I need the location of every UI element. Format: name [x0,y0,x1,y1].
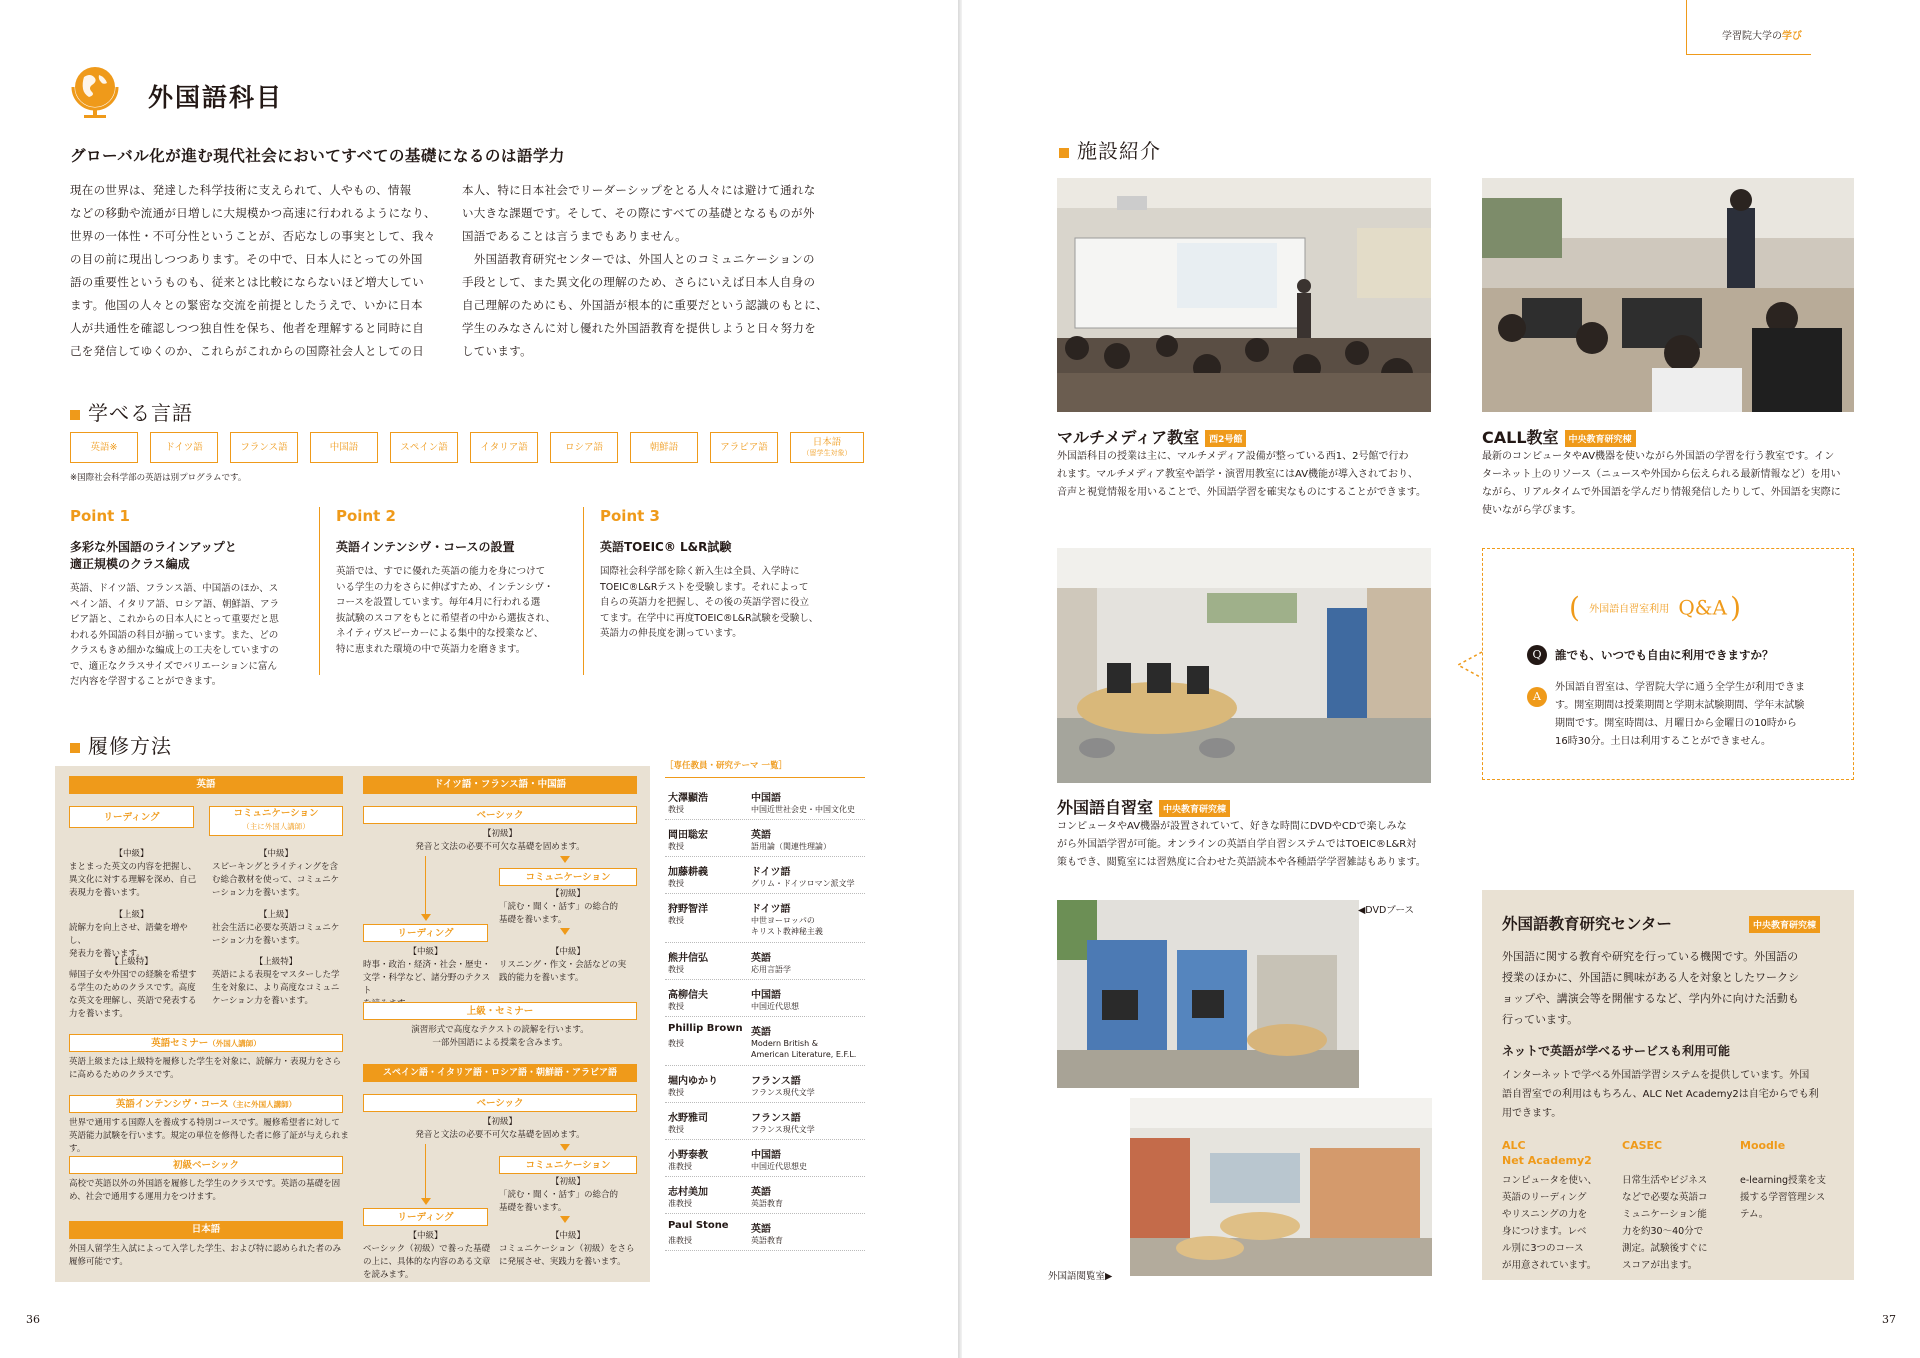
language-note: （留学生対象） [802,448,852,457]
staff-heading: ［専任教員・研究テーマ 一覧］ [665,760,865,778]
english-seminar-text: 英語上級または上級特を履修した学生を対象に、読解力・表現力をさら に高めるためのクラスです。 [69,1057,342,1080]
intro-line: 国語であることは言うまでもありません。 [462,229,687,243]
service-name: Moodle [1740,1139,1786,1152]
german-basic-h: 【初級】 [482,829,517,839]
self-study-tag: 中央教育研究棟 [1159,800,1230,817]
call-room-illustration [1482,178,1854,412]
staff-field: ドイツ語 [751,904,791,915]
staff-row [665,1217,865,1251]
language-name: アラビア語 [720,442,768,453]
german-basic-box: ベーシック [363,806,637,824]
spanish-arrow-2 [560,1144,570,1151]
running-head [1722,27,1802,42]
language-tag [390,432,458,463]
spanish-basic-h: 【初級】 [482,1117,517,1127]
staff-theme: グリム・ドイツロマン派文学 [751,879,855,888]
net-title: ネットで英語が学べるサービスも利用可能 [1502,1044,1731,1058]
facilities-heading-text: 施設紹介 [1077,139,1161,163]
german-seminar-t: 演習形式で高度なテクストの読解を行います。 一部外国語による授業を含みます。 [411,1025,589,1048]
language-tag [710,432,778,463]
german-basic-t: 発音と文法の必要不可欠な基礎を固めます。 [415,842,585,852]
staff-field: 中国語 [751,990,781,1001]
staff-field: 英語 [751,953,771,964]
staff-theme: 中国近世社会史・中国文化史 [751,805,855,814]
language-tag [630,432,698,463]
center-body: 外国語に関する教育や研究を行っている機関です。外国語の 授業のほかに、外国語に興味がある人を対象としたワークシ ョップや、講演会等を開催するなど、学内外に向けた活動も 行っています。 [1502,950,1799,1026]
spanish-bar: スペイン語・イタリア語・ロシア語・朝鮮語・アラビア語 [363,1064,637,1082]
center-box [1482,890,1854,1280]
intro-column-2 [462,179,842,363]
staff-field: ドイツ語 [751,867,791,878]
english-c-beg-h: 【中級】 [258,849,293,859]
intro-line: 学生のみなさんに対し優れた外国語教育を提供しようと日々努力を [462,321,816,335]
german-arrow-1 [421,914,431,921]
staff-row [665,946,865,980]
point-number: Point 3 [600,507,660,525]
qa-answer: 外国語自習室は、学習院大学に通う全学生が利用できま す。開室期間は授業期間と学期末試験期間、学年末試験 期間です。開室時間は、月曜日から金曜日の10時から 16時30分。土日は利用することができません。 [1555,682,1805,747]
staff-title: 教授 [668,879,684,888]
spanish-arrow-1 [421,1198,431,1205]
language-name: 中国語 [329,442,359,453]
staff-title: 教授 [668,965,684,974]
staff-row [665,1069,865,1103]
call-title [1482,425,1636,448]
running-head-rule-bottom [1686,54,1811,55]
net-body: インターネットで学べる外国語学習システムを提供しています。外国 語自習室での利用はもちろん、ALC Net Academy2は自宅からでも利 用できます。 [1502,1070,1819,1119]
point-title: 英語インテンシヴ・コースの設置 [336,540,515,554]
staff-theme: 中世ヨーロッパの キリスト教神秘主義 [751,916,823,936]
english-r-sp: 帰国子女や外国での経験を希望す る学生のためのクラスです。高度 な英文を理解し、英語で発表する 力を養います。 [69,970,197,1019]
staff-name: 狩野智洋 [668,904,708,915]
english-comm-label: コミュニケーション [233,808,319,819]
german-comm-h: 【初級】 [550,889,585,899]
staff-theme: 英語教育 [751,1199,783,1208]
service-body: 日常生活やビジネス などで必要な英語コ ミュニケーション能 力を約30～40分で 測定。試験後すぐに スコアが出ます。 [1622,1175,1708,1271]
japanese-text: 外国人留学生入試によって入学した学生、および特に認められた者のみ 履修可能です。 [69,1244,342,1267]
language-tag [550,432,618,463]
english-comm-sub: （主に外国人講師） [242,822,310,831]
staff-theme: 中国近代思想 [751,1002,799,1011]
staff-field: 中国語 [751,793,781,804]
service-body: e-learning授業を支 援する学習管理シス テム。 [1740,1175,1827,1220]
intro-line: 人が共通性を確認しつつ独自性を保ち、他者を理解すると同時に自 [70,321,424,335]
staff-name: 岡田聡宏 [668,830,708,841]
language-name: ロシア語 [564,442,603,453]
globe-icon [70,63,120,121]
staff-title: 教授 [668,805,684,814]
service-name: ALC Net Academy2 [1502,1139,1592,1167]
staff-title: 教授 [668,1125,684,1134]
multimedia-title-text: マルチメディア教室 [1057,428,1200,447]
english-basic-text: 高校で英語以外の外国語を履修した学生のクラスです。英語の基礎を固 め、社会で通用する運用力をつけます。 [69,1179,341,1202]
spanish-comm2-h: 【中級】 [550,1231,585,1241]
spanish-arrow-line-1 [425,1144,426,1200]
left-page [0,0,958,1358]
english-bar: 英語 [69,776,343,794]
point-card [583,507,828,675]
languages-heading [70,397,193,426]
spanish-basic-t: 発音と文法の必要不可欠な基礎を固めます。 [415,1130,585,1140]
dvd-label: ◀DVDブース [1358,905,1415,916]
staff-theme: フランス現代文学 [751,1125,815,1134]
staff-title: 准教授 [668,1199,692,1208]
point-title: 英語TOEIC® L&R試験 [600,540,732,554]
qa-paren-open: ( [1569,591,1580,624]
staff-row [665,1106,865,1140]
intro-line: などの移動や流通が日増しに大規模かつ高速に行われるようになり、 [70,206,436,220]
language-tag [150,432,218,463]
english-seminar-box [69,1034,343,1052]
intro-line: 現在の世界は、発達した科学技術に支えられて、人やもの、情報 [70,183,412,197]
method-panel [55,766,650,1282]
spanish-arrow-3 [560,1216,570,1223]
reading-room-photo [1130,1098,1432,1276]
staff-theme: フランス現代文学 [751,1088,815,1097]
staff-name: 高柳信夫 [668,990,708,1001]
german-comm2-h: 【中級】 [550,947,585,957]
staff-row [665,823,865,857]
intro-line: 世界の一体性・不可分性ということが、否応なしの事実として、我々 [70,229,436,243]
method-heading-text: 履修方法 [88,734,172,758]
language-tag [470,432,538,463]
english-intensive-label: 英語インテンシヴ・コース [115,1099,229,1110]
staff-theme: Modern British & American Literature, E.F.L. [751,1039,857,1059]
staff-name: Phillip Brown [668,1023,743,1034]
center-title: 外国語教育研究センター [1502,915,1672,933]
running-head-b: 学び [1782,31,1802,42]
spanish-comm-t: 「読む・聞く・話す」の総合的 基礎を養います。 [499,1190,619,1213]
staff-name: Paul Stone [668,1220,729,1231]
facilities-heading [1059,135,1161,164]
qa-header [1569,591,1741,624]
german-arrow-line-1 [425,856,426,916]
english-intensive-text: 世界で通用する国際人を養成する特別コースです。履修希望者に対して 英語能力試験を行います。規定の単位を修得した者に修了証が与えられます。 [69,1118,349,1154]
english-seminar-sub: （外国人講師） [208,1039,261,1048]
spanish-reading-box: リーディング [363,1208,488,1226]
german-read-t: 時事・政治・経済・社会・歴史・ 文学・科学など、諸分野のテクスト [363,960,491,996]
language-name: フランス語 [240,442,288,453]
speech-bubble-icon [1454,650,1484,680]
center-tag-wrap [1749,914,1820,933]
language-tag [70,432,138,463]
staff-row [665,983,865,1017]
languages-heading-text: 学べる言語 [88,401,193,425]
staff-theme: 語用論（関連性理論） [751,842,831,851]
staff-list [665,760,865,1300]
english-intensive-box [69,1095,343,1113]
page-number-right: 37 [1882,1313,1896,1326]
page-title: 外国語科目 [148,83,284,112]
spanish-read-h: 【中級】 [408,1231,443,1241]
right-page [962,0,1920,1358]
staff-title: 教授 [668,1002,684,1011]
german-read-h: 【中級】 [408,947,443,957]
method-heading [70,730,172,759]
spanish-comm2-t: コミュニケーション（初級）をさら に発展させ、実践力を養います。 [499,1244,635,1267]
german-seminar-box: 上級・セミナー [363,1002,637,1020]
a-badge: A [1527,687,1547,707]
japanese-bar: 日本語 [69,1221,343,1239]
language-name: 英語※ [90,442,118,453]
call-tag: 中央教育研究棟 [1565,430,1636,447]
english-r-beg-h: 【中級】 [114,849,149,859]
intro-column-1 [70,179,440,363]
english-intensive-sub: （主に外国人講師） [228,1100,297,1109]
language-name: ドイツ語 [165,442,203,453]
staff-name: 熊井信弘 [668,953,708,964]
multimedia-title [1057,425,1246,448]
staff-row [665,1180,865,1214]
point-card [319,507,564,675]
intro-line: 語の重要性というものも、従来とは比較にならないほど増大してい [70,275,424,289]
intro-line: い大きな課題です。そして、その際にすべての基礎となるものが外 [462,206,815,220]
multimedia-body: 外国語科目の授業は主に、マルチメディア設備が整っている西1、2号館で行わ れます。マルチメディア教室や語学・演習用教室にはAV機能が導入されており、 音声と視覚情報を用いることで、外国語学習を確実なものにすることができます。 [1057,451,1426,498]
english-seminar-label: 英語セミナー [151,1038,209,1049]
english-r-up-h: 【上級】 [114,910,149,920]
point-body: 英語では、すでに優れた英語の能力を身につけて いる学生の力をさらに伸ばすため、インテンシヴ・ コースを設置しています。毎年4月に行われる選 抜試験のスコアをもとに希望者の中から選抜され、 ネイティヴスピーカーによる集中的な授業など、 特に恵まれた環境の中で英語力を磨きます。 [336,566,556,655]
intro-line: 本人、特に日本社会でリーダーシップをとる人々には避けて通れな [462,183,816,197]
staff-name: 小野泰教 [668,1150,708,1161]
call-room-photo [1482,178,1854,412]
staff-field: フランス語 [751,1113,801,1124]
german-bar: ドイツ語・フランス語・中国語 [363,776,637,794]
staff-field: フランス語 [751,1076,801,1087]
spanish-comm-box: コミュニケーション [499,1156,637,1174]
self-study-title-text: 外国語自習室 [1057,798,1154,817]
qa-mark: Q&A [1678,595,1727,620]
english-column [69,776,349,1267]
staff-row [665,786,865,820]
multimedia-room-photo [1057,178,1431,412]
language-tag [230,432,298,463]
service-name: CASEC [1622,1139,1663,1152]
staff-title: 教授 [668,916,684,925]
german-arrow-3 [560,928,570,935]
staff-name: 堀内ゆかり [668,1076,718,1087]
language-name: イタリア語 [480,442,528,453]
german-reading-box: リーディング [363,924,488,942]
intro-line: 己を発信してゆくのか、これらがこれからの国際社会人としての日 [70,344,424,358]
english-basic-box: 初級ベーシック [69,1156,343,1174]
english-c-sp-h: 【上級特】 [254,957,298,967]
intro-line: 手段として、また異文化の理解のため、さらにいえば日本人自身の [462,275,816,289]
english-r-sp-h: 【上級特】 [110,957,153,967]
intro-line: の目の前に現出しつつあります。その中で、日本人にとっての外国 [70,252,423,266]
staff-row [665,1143,865,1177]
staff-theme: 中国近代思想史 [751,1162,807,1171]
english-r-up: 読解力を向上させ、語彙を増やし、 発表力を養います。 [69,923,188,959]
staff-theme: 応用言語学 [751,965,791,974]
english-c-up-h: 【上級】 [258,910,293,920]
multimedia-room-illustration [1057,178,1431,412]
dvd-booth-photo [1057,900,1359,1088]
language-tag [790,432,864,463]
staff-row [665,1020,865,1066]
intro-line: 外国語教育研究センターでは、外国人とのコミュニケーションの [462,252,815,266]
page-number-left: 36 [26,1313,40,1326]
intro-line: ます。他国の人々との緊密な交流を前提としたうえで、いかに日本 [70,298,423,312]
staff-title: 准教授 [668,1162,692,1171]
point-number: Point 1 [70,507,130,525]
language-name: 日本語 [812,436,842,448]
staff-row [665,897,865,943]
german-column [363,776,637,1280]
staff-field: 英語 [751,1187,771,1198]
staff-title: 准教授 [668,1236,692,1245]
spanish-comm-h: 【初級】 [550,1177,585,1187]
staff-title: 教授 [668,1088,684,1097]
point-body: 国際社会科学部を除く新入生は全員、入学時に TOEIC®L&Rテストを受験します。それによって 自らの英語力を把握し、その後の英語学習に役立 てます。在学中に再度TOEIC®L&R試験を受験し、 英語力の伸長度を測っています。 [600,566,819,639]
german-comm-box: コミュニケーション [499,868,637,886]
multimedia-tag: 西2号館 [1205,430,1246,447]
subtitle: グローバル化が進む現代社会においてすべての基礎になるのは語学力 [70,147,565,165]
self-study-body: コンピュータやAV機器が設置されていて、好きな時間にDVDやCDで楽しみな がら外国語学習が可能。オンラインの英語自学自習システムではTOEIC®L&R対 策もでき、閲覧室には習熟度に合わせた英語読本や各種語学学習雑誌もあります。 [1057,821,1426,868]
intro-line: しています。 [462,344,532,358]
language-name: 朝鮮語 [649,442,679,453]
language-tag [310,432,378,463]
staff-title: 教授 [668,842,684,851]
staff-name: 大澤顯浩 [668,793,708,804]
language-name: スペイン語 [400,442,448,453]
staff-row [665,860,865,894]
staff-name: 水野雅司 [668,1113,708,1124]
german-arrow-2 [560,856,570,863]
qa-label: 外国語自習室利用 [1589,604,1670,615]
self-study-room-illustration [1057,548,1431,783]
service-body: コンピュータを使い、 英語のリーディング やリスニングの力を 身につけます。レベ ル別に3つのコース が用意されています。 [1502,1175,1598,1271]
center-tag: 中央教育研究棟 [1749,916,1820,933]
spanish-read-t: ベーシック（初級）で養った基礎 の上に、具体的な内容のある文章 を読みます。 [363,1244,491,1280]
staff-theme: 英語教育 [751,1236,783,1245]
self-study-title [1057,795,1230,818]
reading-room-illustration [1130,1098,1432,1276]
running-head-a: 学習院大学の [1722,31,1782,42]
staff-field: 英語 [751,1027,771,1038]
languages-footnote: ※国際社会科学部の英語は別プログラムです。 [70,473,247,483]
point-body: 英語、ドイツ語、フランス語、中国語のほか、ス ペイン語、イタリア語、ロシア語、朝鮮語、アラ ビア語と、これからの日本人にとって重要だと思 われる外国語の科目が揃っています。また、どの クラスもきめ細かな編成上の工夫をしていますの で、適正なクラスサイズでバリエーションに富ん だ内容を学習することができます。 [70,583,280,687]
german-comm2-t: リスニング・作文・会話などの実 践的能力を養います。 [499,960,627,983]
english-c-sp: 英語による表現をマスターした学 生を対象に、より高度なコミュニ ケーション力を養います。 [212,970,340,1006]
self-study-room-photo [1057,548,1431,783]
english-comm-box [209,806,343,836]
reading-room-label: 外国語閲覧室▶ [1048,1271,1113,1282]
staff-field: 英語 [751,830,771,841]
english-reading-box: リーディング [69,806,194,828]
staff-title: 教授 [668,1039,684,1048]
point-title: 多彩な外国語のラインアップと 適正規模のクラス編成 [70,540,237,571]
call-body: 最新のコンピュータやAV機器を使いながら外国語の学習を行う教室です。イン ターネット上のリソース（ニュースや外国から伝えられる最新情報など）を用い ながら、リアルタイムで外国語を学んだり情報発信したりして、外国語を実際に 使いながら学びます。 [1482,451,1841,516]
staff-field: 中国語 [751,1150,781,1161]
dvd-booth-illustration [1057,900,1359,1088]
point-number: Point 2 [336,507,396,525]
staff-name: 志村美加 [668,1187,708,1198]
qa-box [1482,548,1854,780]
english-r-beg: まとまった英文の内容を把握し、 異文化に対する理解を深め、自己 表現力を養います。 [69,862,197,898]
intro-line: 自己理解のためにも、外国語が根本的に重要だという認識のもとに、 [462,298,828,312]
staff-name: 加藤耕義 [668,867,708,878]
staff-field: 英語 [751,1224,771,1235]
spanish-basic-box: ベーシック [363,1094,637,1112]
qa-question: 誰でも、いつでも自由に利用できますか？ [1555,648,1774,662]
english-c-up: 社会生活に必要な英語コミュニケ ーション力を養います。 [212,923,340,946]
qa-paren-close: ) [1730,591,1742,624]
point-card [70,507,315,687]
running-head-rule [1686,0,1687,55]
german-comm-t: 「読む・聞く・話す」の総合的 基礎を養います。 [499,902,619,925]
q-badge: Q [1527,645,1547,665]
english-c-beg: スピーキングとライティングを含 む総合教材を使って、コミュニケ ーション力を養います。 [212,862,340,898]
call-title-text: CALL教室 [1482,428,1559,447]
